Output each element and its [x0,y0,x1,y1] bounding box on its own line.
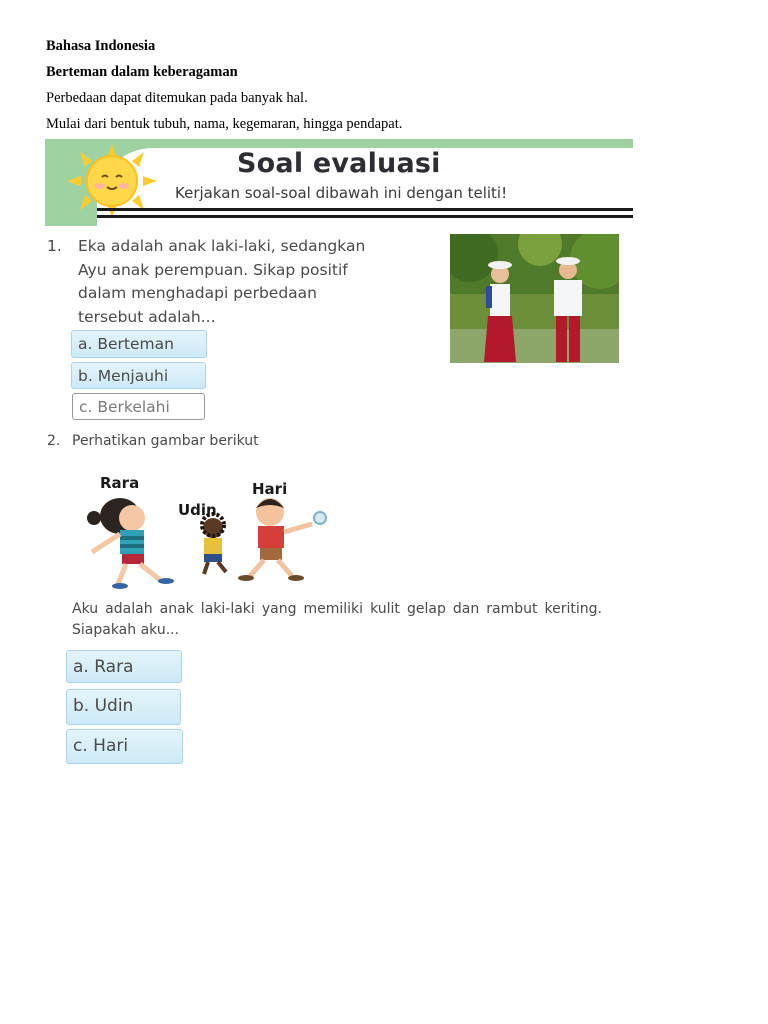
child-name-label: Rara [100,474,140,492]
sun-icon [67,144,157,218]
topic-title: Berteman dalam keberagaman [46,64,238,80]
q1-option-b[interactable]: b. Menjauhi [71,362,206,389]
banner-divider [97,208,633,211]
q2-option-c[interactable]: c. Hari [66,729,183,764]
question-1-line: Eka adalah anak laki-laki, sedangkan [78,237,366,255]
q2-option-b[interactable]: b. Udin [66,689,181,725]
question-1-text [78,235,423,329]
q1-option-c[interactable]: c. Berkelahi [72,393,205,420]
question-2-number: 2. [47,433,61,449]
banner-title: Soal evaluasi [237,148,441,179]
q2-option-a[interactable]: a. Rara [66,650,182,683]
intro-line-2: Mulai dari bentuk tubuh, nama, kegemaran, hingga pendapat. [46,116,403,132]
question-1-line: Ayu anak perempuan. Sikap positif [78,260,348,279]
question-1-line: tersebut adalah... [78,307,216,326]
child-name-label: Udin [178,501,217,519]
question-1-line: dalam menghadapi perbedaan [78,284,317,302]
q1-option-a[interactable]: a. Berteman [71,330,207,358]
intro-line-1: Perbedaan dapat ditemukan pada banyak hal. [46,90,308,106]
question-1-number: 1. [47,237,62,255]
question-2-prompt: Perhatikan gambar berikut [72,433,259,449]
students-photo [450,234,619,363]
child-name-label: Hari [252,480,288,498]
children-illustration [80,468,340,593]
question-2-text: Aku adalah anak laki-laki yang memiliki kulit gelap dan rambut keriting. Siapakah aku... [72,601,602,638]
subject-title: Bahasa Indonesia [46,38,156,54]
evaluation-banner [45,139,633,226]
banner-subtitle: Kerjakan soal-soal dibawah ini dengan teliti! [175,184,508,202]
banner-divider [97,215,633,218]
